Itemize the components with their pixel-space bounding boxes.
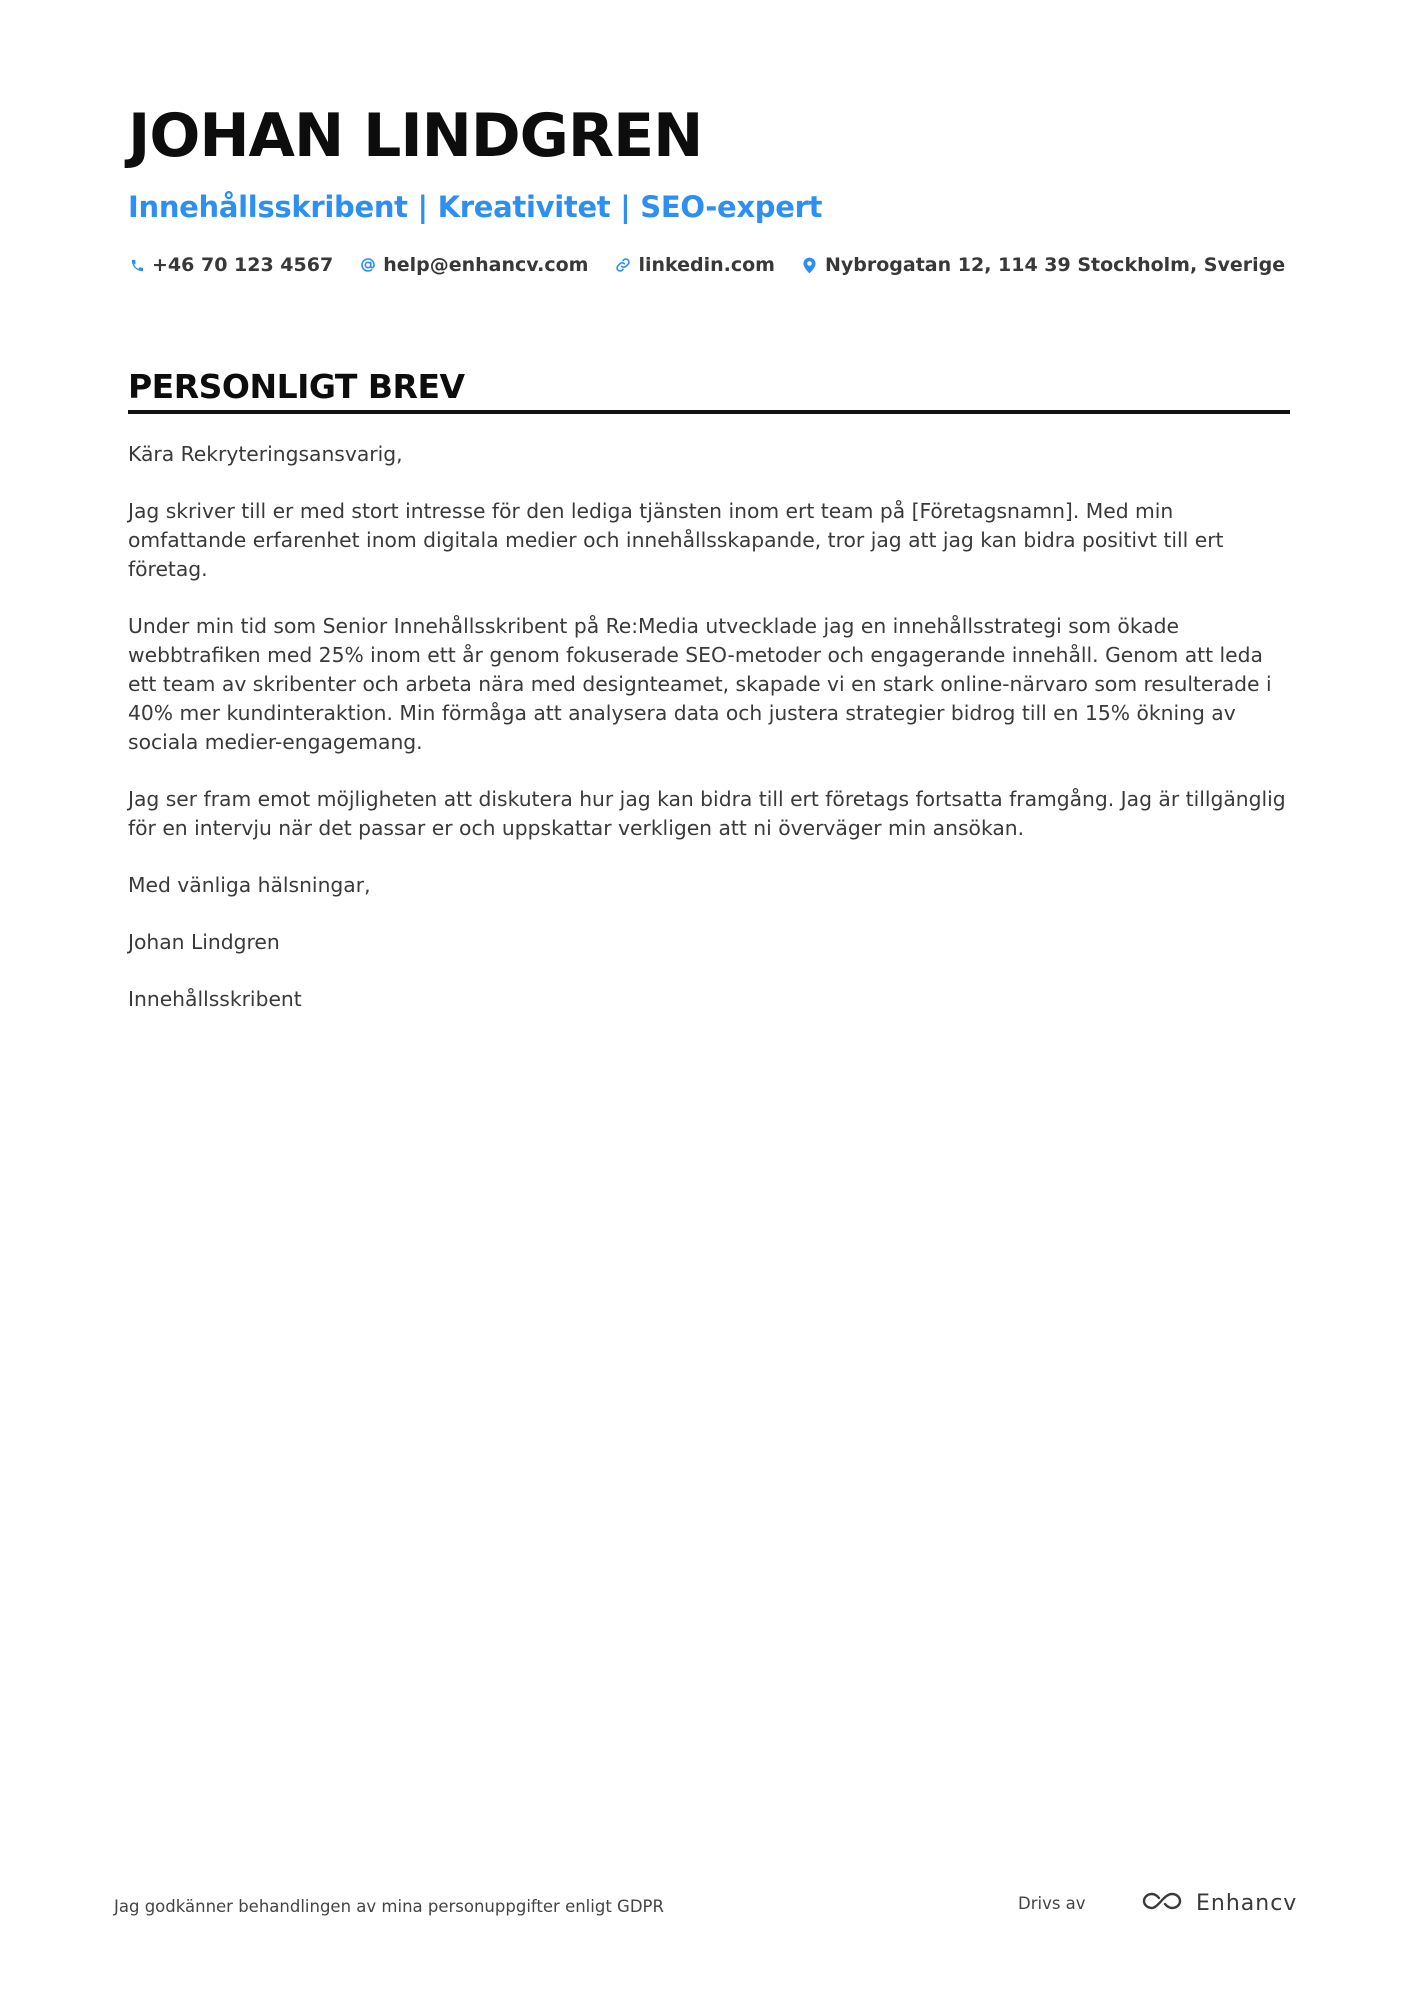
- contact-address: [801, 254, 1285, 276]
- infinity-logo-icon: [1138, 1888, 1186, 1919]
- cover-letter-body: [128, 440, 1290, 1042]
- candidate-headline: Innehållsskribent | Kreativitet | SEO-expert: [128, 190, 823, 224]
- link-icon: [614, 256, 632, 274]
- letter-closing: Med vänliga hälsningar,: [128, 873, 371, 897]
- signature-title: Innehållsskribent: [128, 987, 302, 1011]
- powered-by-label: Drivs av: [1018, 1894, 1086, 1913]
- letter-greeting: Kära Rekryteringsansvarig,: [128, 442, 403, 466]
- gdpr-consent-text: Jag godkänner behandlingen av mina personuppgifter enligt GDPR: [114, 1897, 664, 1916]
- letter-paragraph: Jag skriver till er med stort intresse för den lediga tjänsten inom ert team på [Företagsnamn]. Med min omfattande erfarenhet inom digitala medier och innehållsskapande, tror jag att jag kan bidra positivt till ert företag.: [128, 499, 1224, 581]
- section-divider: [128, 410, 1290, 414]
- letter-paragraph: Under min tid som Senior Innehållsskribent på Re:Media utvecklade jag en innehållsstrategi som ökade webbtrafiken med 25% inom ett år genom fokuserade SEO-metoder och engagerande innehåll. Genom att leda ett team av skribenter och arbeta nära med designteamet, skapade vi en stark online-närvaro som resulterade i 40% mer kundinteraktion. Min förmåga att analysera data och justera strategier bidrog till en 15% ökning av sociala medier-engagemang.: [128, 614, 1272, 754]
- contact-email-text: help@enhancv.com: [383, 254, 589, 276]
- contact-address-text: Nybrogatan 12, 114 39 Stockholm, Sverige: [824, 254, 1286, 276]
- contact-email[interactable]: [359, 254, 588, 276]
- signature-name: Johan Lindgren: [128, 930, 280, 954]
- section-title: PERSONLIGT BREV: [128, 367, 465, 406]
- phone-icon: [128, 256, 146, 274]
- brand-name: Enhancv: [1196, 1891, 1298, 1916]
- location-pin-icon: [801, 256, 819, 274]
- contact-phone-text: +46 70 123 4567: [152, 254, 334, 276]
- contact-bar: [128, 254, 1285, 276]
- contact-linkedin-text: linkedin.com: [638, 254, 775, 276]
- contact-phone[interactable]: [128, 254, 333, 276]
- candidate-name: JOHAN LINDGREN: [128, 101, 703, 171]
- contact-linkedin[interactable]: [614, 254, 775, 276]
- letter-paragraph: Jag ser fram emot möjligheten att diskutera hur jag kan bidra till ert företags fortsatta framgång. Jag är tillgänglig för en intervju när det passar er och uppskattar verkligen att ni överväger min ansökan.: [128, 787, 1286, 840]
- enhancv-logo[interactable]: [1138, 1888, 1297, 1919]
- at-icon: [359, 256, 377, 274]
